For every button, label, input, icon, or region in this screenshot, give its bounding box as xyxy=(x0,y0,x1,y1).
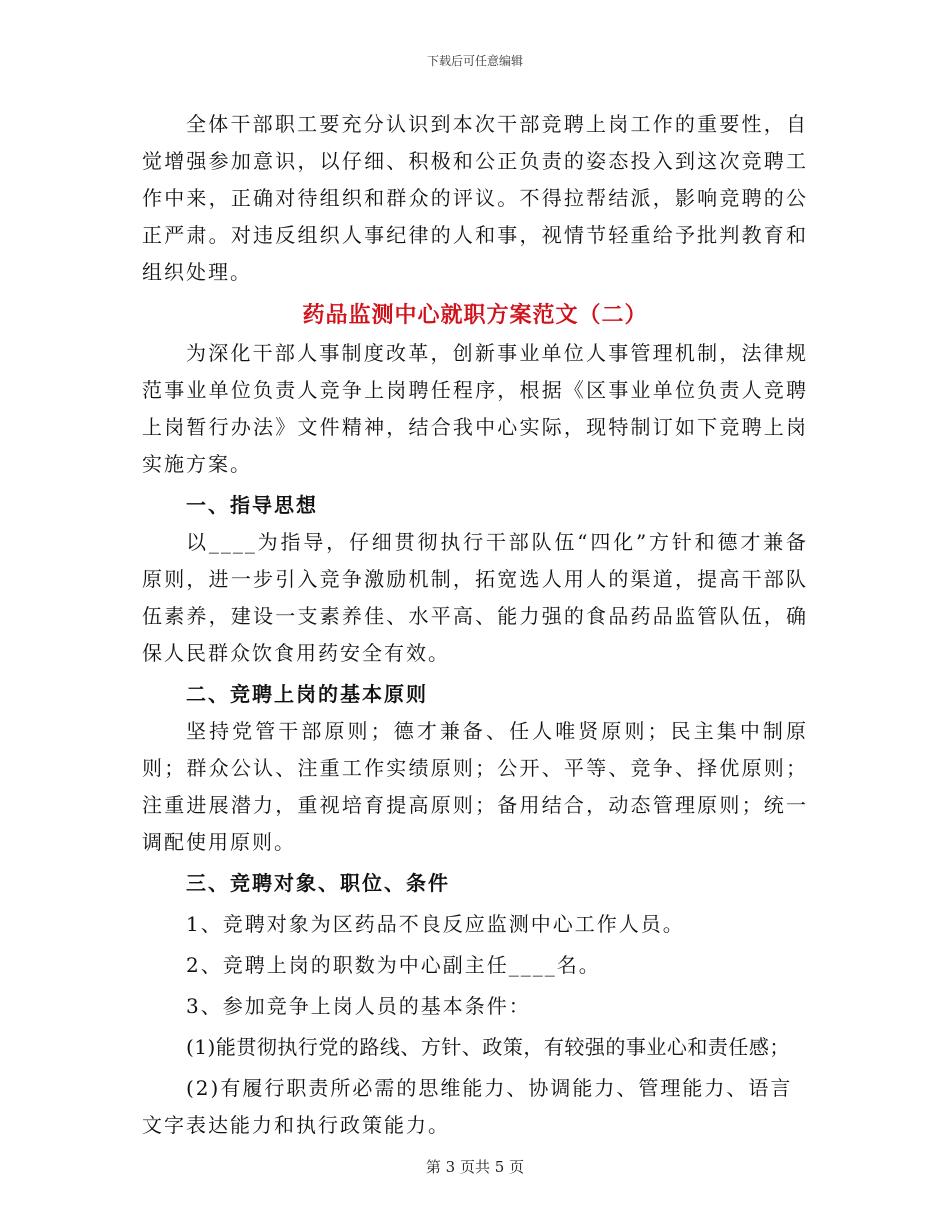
document-body xyxy=(142,106,808,1144)
section-1-body: 以____为指导，仔细贯彻执行干部队伍“四化”方针和德才兼备原则，进一步引入竞争激励机制，拓宽选人用人的渠道，提高干部队伍素养，建设一支素养佳、水平高、能力强的食品药品监管队伍，确保人民群众饮食用药安全有效。 xyxy=(142,530,808,665)
section-1-heading: 一、指导思想 xyxy=(186,493,318,517)
opening-paragraph: 为深化干部人事制度改革，创新事业单位人事管理机制，法律规范事业单位负责人竞争上岗聘任程序，根据《区事业单位负责人竞聘上岗暂行办法》文件精神，结合我中心实际，现特制订如下竞聘上岗实施方案。 xyxy=(142,341,808,476)
section-3-item-4: (1)能贯彻执行党的路线、方针、政策，有较强的事业心和责任感； xyxy=(186,1035,790,1059)
section-3-item-1: 1、竞聘对象为区药品不良反应监测中心工作人员。 xyxy=(186,912,685,936)
page-header-note: 下载后可任意编辑 xyxy=(426,54,523,68)
section-3-item-2: 2、竞聘上岗的职数为中心副主任____名。 xyxy=(186,953,601,977)
intro-paragraph: 全体干部职工要充分认识到本次干部竞聘上岗工作的重要性，自觉增强参加意识，以仔细、积极和公正负责的姿态投入到这次竞聘工作中来，正确对待组织和群众的评议。不得拉帮结派，影响竞聘的公正严肃。对违反组织人事纪律的人和事，视情节轻重给予批判教育和组织处理。 xyxy=(142,112,808,284)
section-2-body: 坚持党管干部原则；德才兼备、任人唯贤原则；民主集中制原则；群众公认、注重工作实绩原则；公开、平等、竞争、择优原则；注重进展潜力，重视培育提高原则；备用结合，动态管理原则；统一调配使用原则。 xyxy=(142,719,808,854)
section-3-item-5: (2)有履行职责所必需的思维能力、协调能力、管理能力、语言文字表达能力和执行政策能力。 xyxy=(142,1076,793,1137)
section-3-heading: 三、竞聘对象、职位、条件 xyxy=(186,871,450,895)
page-footer-page-number: 第 3 页共 5 页 xyxy=(425,1158,525,1176)
section-3-item-3: 3、参加竞争上岗人员的基本条件： xyxy=(186,994,531,1018)
section-2-heading: 二、竞聘上岗的基本原则 xyxy=(186,682,428,706)
document-title: 药品监测中心就职方案范文（二） xyxy=(302,302,648,328)
